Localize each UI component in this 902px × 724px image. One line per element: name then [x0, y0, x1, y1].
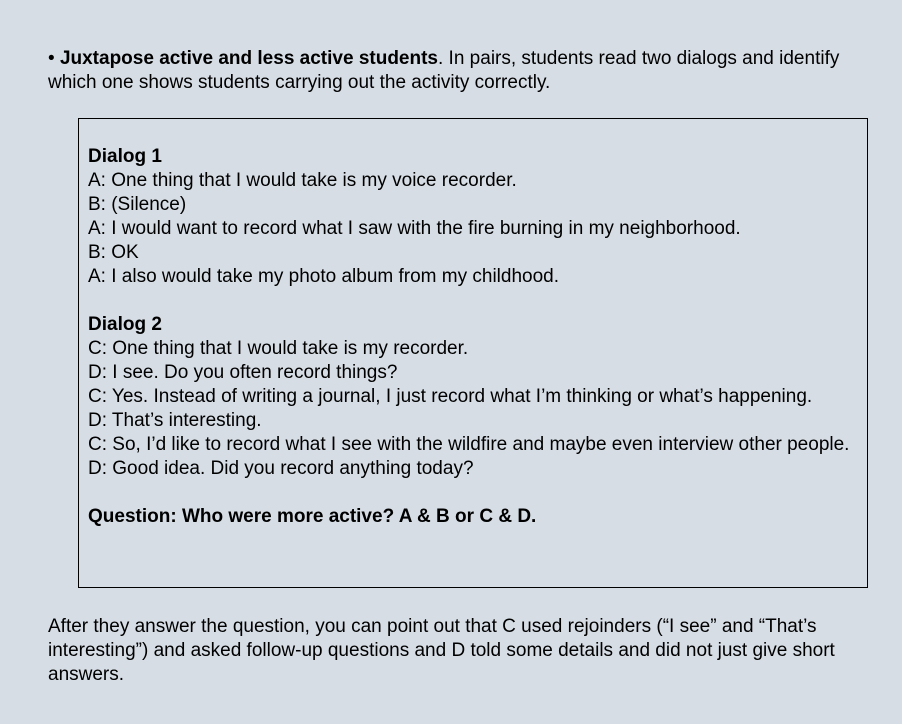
intro-paragraph [48, 47, 868, 95]
outro-paragraph: After they answer the question, you can point out that C used rejoinders (“I see” and “That’s interesting”) and asked follow-up questions and D told some details and did not just give short answers. [48, 616, 835, 685]
intro-bold-lead: Juxtapose active and less active students [59, 48, 438, 69]
dialog1-title: Dialog 1 [88, 146, 162, 167]
question-text: Question: Who were more active? A & B or C & D. [88, 506, 537, 527]
dialog1-line: A: One thing that I would take is my voice recorder. [88, 170, 517, 191]
dialog1-line: B: OK [88, 242, 139, 263]
dialog2-line: C: Yes. Instead of writing a journal, I just record what I’m thinking or what’s happening. [88, 386, 813, 407]
bullet: • [48, 48, 60, 69]
dialog2-line: D: That’s interesting. [88, 410, 262, 431]
dialog1-line: A: I would want to record what I saw with the fire burning in my neighborhood. [88, 218, 741, 239]
dialog2-line: D: I see. Do you often record things? [88, 362, 398, 383]
dialog1-line: B: (Silence) [88, 194, 187, 215]
dialog1-line: A: I also would take my photo album from my childhood. [88, 266, 560, 287]
dialog2-line: D: Good idea. Did you record anything today? [88, 458, 474, 479]
spacer [88, 481, 859, 505]
dialog2-line: C: So, I’d like to record what I see with the wildfire and maybe even interview other people. [88, 434, 850, 455]
dialog2-line: C: One thing that I would take is my recorder. [88, 338, 469, 359]
dialog-box [78, 118, 868, 588]
spacer [88, 289, 859, 313]
dialog2-title: Dialog 2 [88, 314, 162, 335]
intro-text: . In pairs, students read two dialogs and identify which one shows students carrying out the activity correctly. [48, 48, 840, 93]
